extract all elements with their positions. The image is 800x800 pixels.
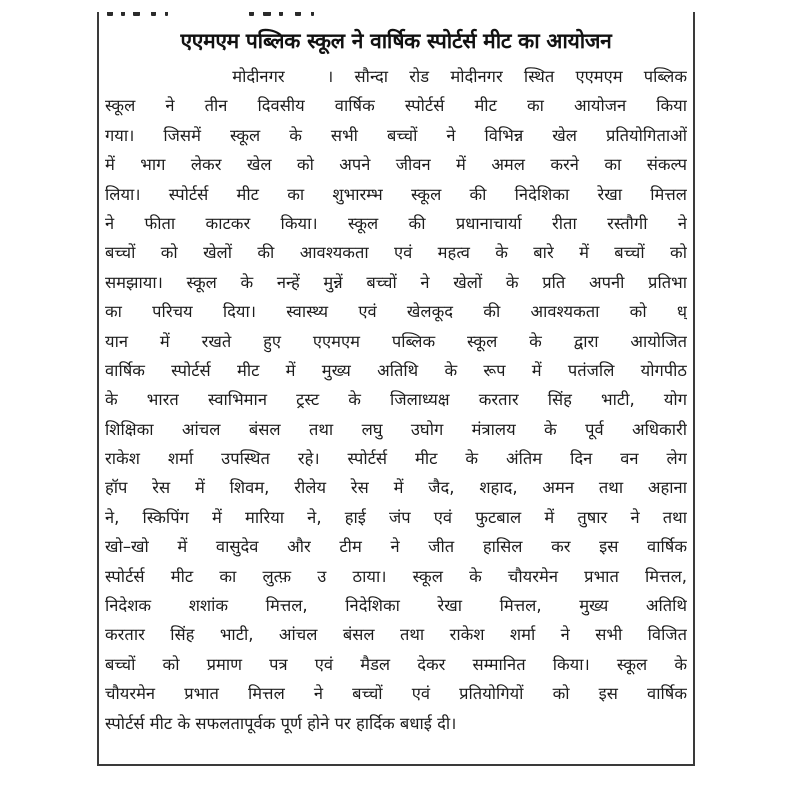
article-line: स्कूल ने तीन दिवसीय वार्षिक स्पोर्टर्स मीट का आयोजन किया: [105, 96, 687, 116]
article-body: [105, 62, 687, 738]
article-headline: एएमएम पब्लिक स्कूल ने वार्षिक स्पोर्टर्स मीट का आयोजन: [180, 29, 612, 53]
article-line: वार्षिक स्पोर्टर्स मीट में मुख्य अतिथि के रूप में पतंजलि योगपीठ: [105, 360, 687, 380]
article-line: चौयरमेन प्रभात मित्तल ने बच्चों एवं प्रतियोगियों को इस वार्षिक: [105, 684, 687, 704]
article-line: मोदीनगर । सौन्दा रोड मोदीनगर स्थित एएमएम पब्लिक: [105, 67, 687, 86]
article-line: ने, स्किपिंग में मारिया ने, हाई जंप एवं फुटबाल में तुषार ने तथा: [105, 507, 687, 527]
article-line: बच्चों को खेलों की आवश्यकता एवं महत्व के बारे में बच्चों को: [105, 243, 687, 263]
article-line: समझाया। स्कूल के नन्हें मुन्नें बच्चों ने खेलों के प्रति अपनी प्रतिभा: [105, 272, 687, 292]
article-line: का परिचय दिया। स्वास्थ्य एवं खेलकूद की आवश्यकता को ध्: [105, 302, 687, 322]
article-line: हॉप रेस में शिवम, रीलेय रेस में जैद, शहाद, अमन तथा अहाना: [105, 478, 687, 498]
article-line: ने फीता काटकर किया। स्कूल की प्रधानाचार्या रीता रस्तौगी ने: [105, 213, 687, 233]
newspaper-clipping: [97, 12, 695, 766]
article-line: शिक्षिका आंचल बंसल तथा लघु उघोग मंत्रालय के पूर्व अधिकारी: [105, 419, 687, 439]
article-line: खो–खो में वासुदेव और टीम ने जीत हासिल कर इस वार्षिक: [105, 537, 687, 557]
article-line: निदेशक शशांक मित्तल, निदेशिका रेखा मित्तल, मुख्य अतिथि: [105, 596, 687, 616]
article-line: स्पोर्टर्स मीट के सफलतापूर्वक पूर्ण होने पर हार्दिक बधाई दी।: [105, 713, 457, 733]
article-line: में भाग लेकर खेल को अपने जीवन में अमल करने का संकल्प: [105, 155, 687, 175]
article-line: बच्चों को प्रमाण पत्र एवं मैडल देकर सम्मानित किया। स्कूल के: [105, 654, 687, 674]
article-line: गया। जिसमें स्कूल के सभी बच्चों ने विभिन्न खेल प्रतियोगिताओं: [105, 125, 687, 145]
article-line: लिया। स्पोर्टर्स मीट का शुभारम्भ स्कूल की निदेशिका रेखा मित्तल: [105, 184, 687, 204]
article-line: स्पोर्टर्स मीट का लुत्फ़ उ ठाया। स्कूल के चौयरमेन प्रभात मित्तल,: [105, 566, 687, 586]
article-line: यान में रखते हुए एएमएम पब्लिक स्कूल के द्वारा आयोजित: [105, 331, 687, 351]
article-line: राकेश शर्मा उपस्थित रहे। स्पोर्टर्स मीट के अंतिम दिन वन लेग: [105, 449, 687, 469]
cut-previous-article-fragment: [99, 12, 693, 20]
article-line: के भारत स्वाभिमान ट्रस्ट के जिलाध्यक्ष करतार सिंह भाटी, योग: [105, 390, 687, 410]
article-line: करतार सिंह भाटी, आंचल बंसल तथा राकेश शर्मा ने सभी विजित: [105, 625, 687, 645]
